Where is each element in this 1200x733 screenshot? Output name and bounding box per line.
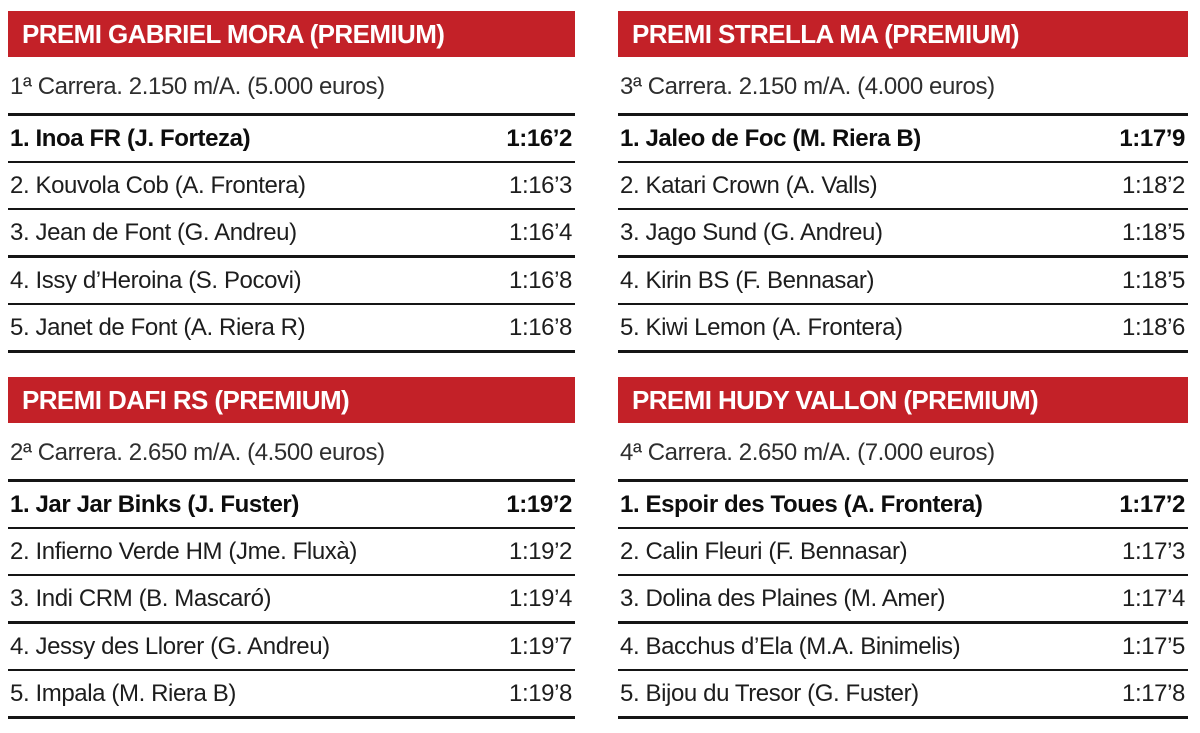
finish-time: 1:19’4 <box>509 584 572 612</box>
finish-time: 1:16’4 <box>509 218 572 246</box>
result-row <box>618 210 1188 258</box>
horse-entry: 4. Kirin BS (F. Bennasar) <box>620 266 875 294</box>
result-row <box>618 258 1188 305</box>
horse-entry: 4. Issy d’Heroina (S. Pocovi) <box>10 266 302 294</box>
race-info: 2ª Carrera. 2.650 m/A. (4.500 euros) <box>10 439 385 466</box>
finish-time: 1:16’8 <box>509 313 572 341</box>
finish-time: 1:19’7 <box>509 632 572 660</box>
results-table <box>8 113 575 353</box>
result-row <box>8 624 575 671</box>
finish-time: 1:17’8 <box>1122 679 1185 707</box>
race-title: PREMI STRELLA MA (PREMIUM) <box>632 19 1019 49</box>
result-row <box>8 305 575 353</box>
horse-entry: 2. Calin Fleuri (F. Bennasar) <box>620 537 908 565</box>
result-row <box>618 671 1188 719</box>
result-row <box>618 305 1188 353</box>
result-row <box>618 529 1188 576</box>
result-row <box>8 671 575 719</box>
finish-time: 1:18’5 <box>1122 266 1185 294</box>
horse-entry: 3. Jean de Font (G. Andreu) <box>10 218 297 246</box>
horse-entry: 3. Jago Sund (G. Andreu) <box>620 218 883 246</box>
results-table <box>618 113 1188 353</box>
result-row <box>8 576 575 624</box>
horse-entry: 5. Kiwi Lemon (A. Frontera) <box>620 313 903 341</box>
horse-entry: 1. Espoir des Toues (A. Frontera) <box>620 490 983 518</box>
result-row <box>8 163 575 210</box>
race-block-2 <box>8 377 575 719</box>
race-block-1 <box>8 11 575 353</box>
finish-time: 1:19’2 <box>509 537 572 565</box>
finish-time: 1:18’6 <box>1122 313 1185 341</box>
result-row <box>618 624 1188 671</box>
horse-entry: 3. Indi CRM (B. Mascaró) <box>10 584 272 612</box>
finish-time: 1:17’2 <box>1119 490 1185 518</box>
horse-entry: 1. Inoa FR (J. Forteza) <box>10 124 251 152</box>
horse-entry: 1. Jar Jar Binks (J. Fuster) <box>10 490 299 518</box>
finish-time: 1:16’2 <box>506 124 572 152</box>
result-row <box>8 258 575 305</box>
finish-time: 1:19’2 <box>506 490 572 518</box>
race-info: 1ª Carrera. 2.150 m/A. (5.000 euros) <box>10 73 385 100</box>
horse-entry: 5. Impala (M. Riera B) <box>10 679 236 707</box>
results-table <box>8 479 575 719</box>
horse-entry: 4. Jessy des Llorer (G. Andreu) <box>10 632 330 660</box>
race-block-4 <box>618 377 1188 719</box>
finish-time: 1:17’5 <box>1122 632 1185 660</box>
race-title-bar <box>618 11 1188 57</box>
race-title-bar <box>8 11 575 57</box>
horse-entry: 5. Janet de Font (A. Riera R) <box>10 313 306 341</box>
finish-time: 1:18’2 <box>1122 171 1185 199</box>
horse-entry: 3. Dolina des Plaines (M. Amer) <box>620 584 946 612</box>
result-row <box>618 163 1188 210</box>
result-row <box>8 210 575 258</box>
result-row <box>8 482 575 529</box>
race-title-bar <box>8 377 575 423</box>
horse-entry: 2. Kouvola Cob (A. Frontera) <box>10 171 306 199</box>
race-info: 4ª Carrera. 2.650 m/A. (7.000 euros) <box>620 439 995 466</box>
horse-entry: 5. Bijou du Tresor (G. Fuster) <box>620 679 919 707</box>
finish-time: 1:17’4 <box>1122 584 1185 612</box>
race-title-bar <box>618 377 1188 423</box>
finish-time: 1:16’3 <box>509 171 572 199</box>
horse-entry: 1. Jaleo de Foc (M. Riera B) <box>620 124 921 152</box>
results-table <box>618 479 1188 719</box>
finish-time: 1:16’8 <box>509 266 572 294</box>
race-title: PREMI GABRIEL MORA (PREMIUM) <box>22 19 445 49</box>
result-row <box>618 116 1188 163</box>
race-title: PREMI DAFI RS (PREMIUM) <box>22 385 350 415</box>
result-row <box>8 529 575 576</box>
race-info: 3ª Carrera. 2.150 m/A. (4.000 euros) <box>620 73 995 100</box>
result-row <box>8 116 575 163</box>
result-row <box>618 576 1188 624</box>
finish-time: 1:17’9 <box>1119 124 1185 152</box>
race-block-3 <box>618 11 1188 353</box>
horse-entry: 2. Katari Crown (A. Valls) <box>620 171 878 199</box>
race-title: PREMI HUDY VALLON (PREMIUM) <box>632 385 1039 415</box>
finish-time: 1:18’5 <box>1122 218 1185 246</box>
finish-time: 1:17’3 <box>1122 537 1185 565</box>
finish-time: 1:19’8 <box>509 679 572 707</box>
horse-entry: 2. Infierno Verde HM (Jme. Fluxà) <box>10 537 357 565</box>
horse-entry: 4. Bacchus d’Ela (M.A. Binimelis) <box>620 632 961 660</box>
result-row <box>618 482 1188 529</box>
